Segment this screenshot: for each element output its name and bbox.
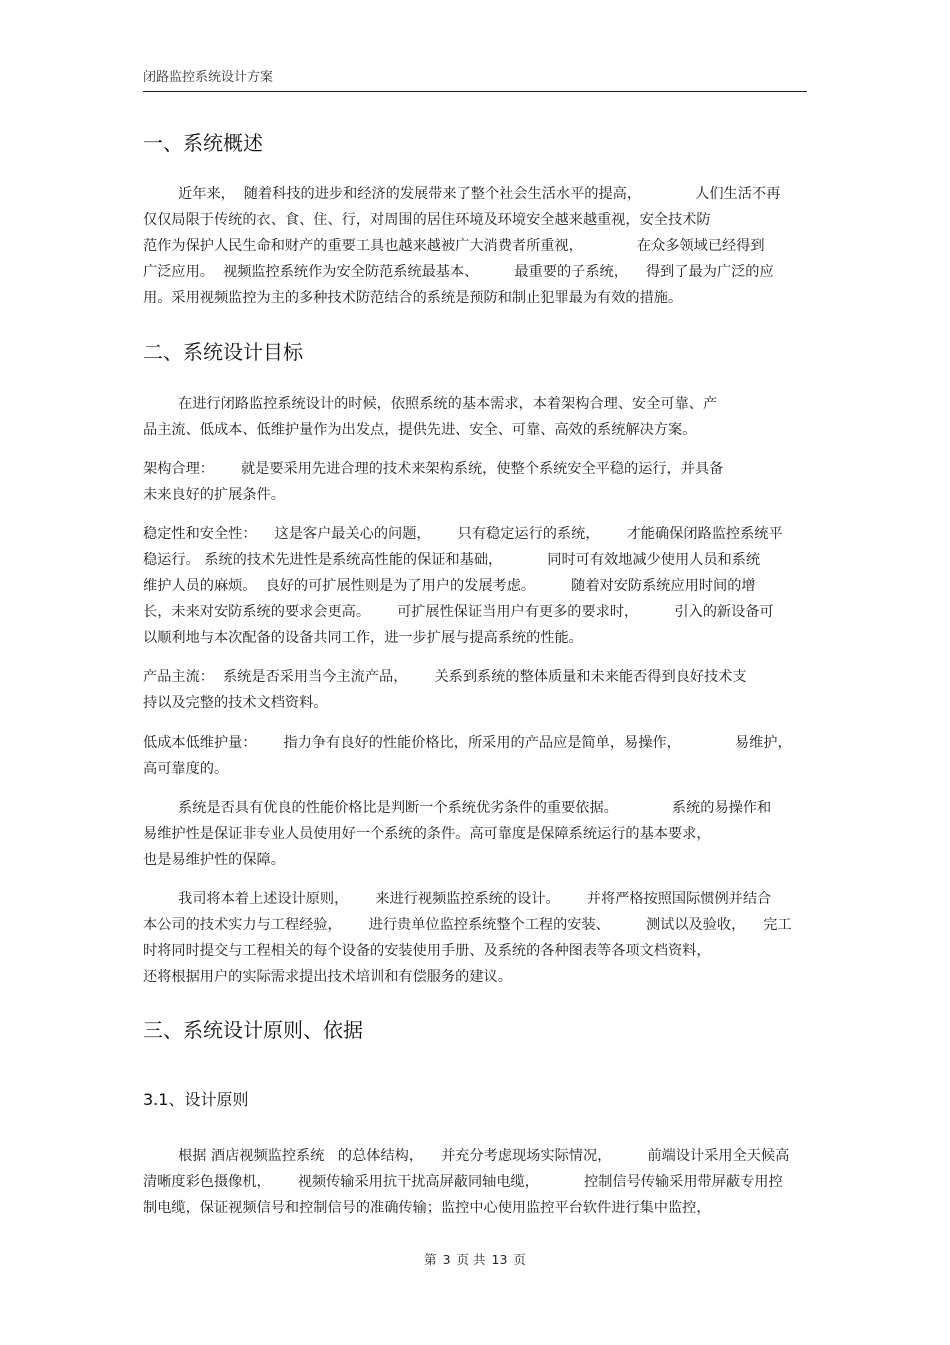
paragraph-line: 用。采用视频监控为主的多种技术防范结合的系统是预防和制止犯罪最为有效的措施。 [143, 290, 683, 306]
paragraph-line: 品主流、低成本、低维护量作为出发点，提供先进、安全、可靠、高效的系统解决方案。 [143, 422, 697, 438]
footer-page-number: 3 [442, 1252, 451, 1267]
header-divider [143, 91, 807, 92]
paragraph-line: 制电缆，保证视频信号和控制信号的准确传输；监控中心使用监控平台软件进行集中监控， [143, 1200, 711, 1216]
section-2-heading: 二、系统设计目标 [143, 340, 303, 364]
paragraph-line: 低成本低维护量： 指力争有良好的性能价格比，所采用的产品应是简单，易操作， 易维护， [143, 735, 792, 751]
paragraph-line: 清晰度彩色摄像机， 视频传输采用抗干扰高屏蔽同轴电缆， 控制信号传输采用带屏蔽专用控 [143, 1174, 783, 1190]
paragraph-line: 产品主流： 系统是否采用当今主流产品， 关系到系统的整体质量和未来能否得到良好技术支 [143, 669, 747, 685]
paragraph-line: 广泛应用。 视频监控系统作为安全防范系统最基本、 最重要的子系统， 得到了最为广泛的应 [143, 264, 774, 280]
paragraph-line: 持以及完整的技术文档资料。 [143, 695, 328, 711]
paragraph-line: 在进行闭路监控系统设计的时候，依照系统的基本需求，本着架构合理、安全可靠、产 [178, 396, 718, 412]
paragraph-line: 易维护性是保证非专业人员使用好一个系统的条件。高可靠度是保障系统运行的基本要求， [143, 826, 711, 842]
section-3-1-heading: 3.1、设计原则 [143, 1090, 249, 1109]
paragraph-line: 稳运行。 系统的技术先进性是系统高性能的保证和基础， 同时可有效地减少使用人员和系统 [143, 552, 761, 568]
section-1-heading: 一、系统概述 [143, 131, 263, 155]
paragraph-line: 高可靠度的。 [143, 761, 229, 777]
paragraph-line: 未来良好的扩展条件。 [143, 487, 285, 503]
paragraph-line: 根据 酒店视频监控系统 的总体结构， 并充分考虑现场实际情况， 前端设计采用全天候高 [178, 1148, 790, 1164]
footer-total-pages: 13 [491, 1252, 508, 1267]
paragraph-line: 本公司的技术实力与工程经验， 进行贵单位监控系统整个工程的安装、 测试以及验收， 完工 [143, 917, 792, 933]
paragraph-line: 也是易维护性的保障。 [143, 852, 285, 868]
footer-mid: 页 共 [456, 1252, 486, 1267]
paragraph-line: 近年来， 随着科技的进步和经济的发展带来了整个社会生活水平的提高， 人们生活不再 [178, 186, 781, 202]
paragraph-line: 长，未来对安防系统的要求会更高。 可扩展性保证当用户有更多的要求时， 引入的新设备可 [143, 604, 774, 620]
paragraph-line: 架构合理： 就是要采用先进合理的技术来架构系统，使整个系统安全平稳的运行，并具备 [143, 461, 724, 477]
footer-prefix: 第 [424, 1252, 437, 1267]
paragraph-line: 以顺利地与本次配备的设备共同工作，进一步扩展与提高系统的性能。 [143, 630, 583, 646]
paragraph-line: 时将同时提交与工程相关的每个设备的安装使用手册、及系统的各种图表等各项文档资料， [143, 943, 711, 959]
section-3-heading: 三、系统设计原则、依据 [143, 1018, 363, 1042]
page-footer [0, 1250, 950, 1268]
footer-suffix: 页 [513, 1252, 526, 1267]
paragraph-line: 维护人员的麻烦。 良好的可扩展性则是为了用户的发展考虑。 随着对安防系统应用时间的增 [143, 578, 756, 594]
paragraph-line: 我司将本着上述设计原则， 来进行视频监控系统的设计。 并将严格按照国际惯例并结合 [178, 891, 772, 907]
paragraph-line: 稳定性和安全性： 这是客户最关心的问题， 只有稳定运行的系统， 才能确保闭路监控系统平 [143, 526, 783, 542]
paragraph-line: 还将根据用户的实际需求提出技术培训和有偿服务的建议。 [143, 969, 512, 985]
paragraph-line: 仅仅局限于传统的衣、食、住、行，对周围的居住环境及环境安全越来越重视，安全技术防 [143, 212, 711, 228]
paragraph-line: 系统是否具有优良的性能价格比是判断一个系统优劣条件的重要依据。 系统的易操作和 [178, 800, 772, 816]
paragraph-line: 范作为保护人民生命和财产的重要工具也越来越被广大消费者所重视， 在众多领域已经得到 [143, 238, 765, 254]
page-header-title: 闭路监控系统设计方案 [143, 70, 274, 85]
